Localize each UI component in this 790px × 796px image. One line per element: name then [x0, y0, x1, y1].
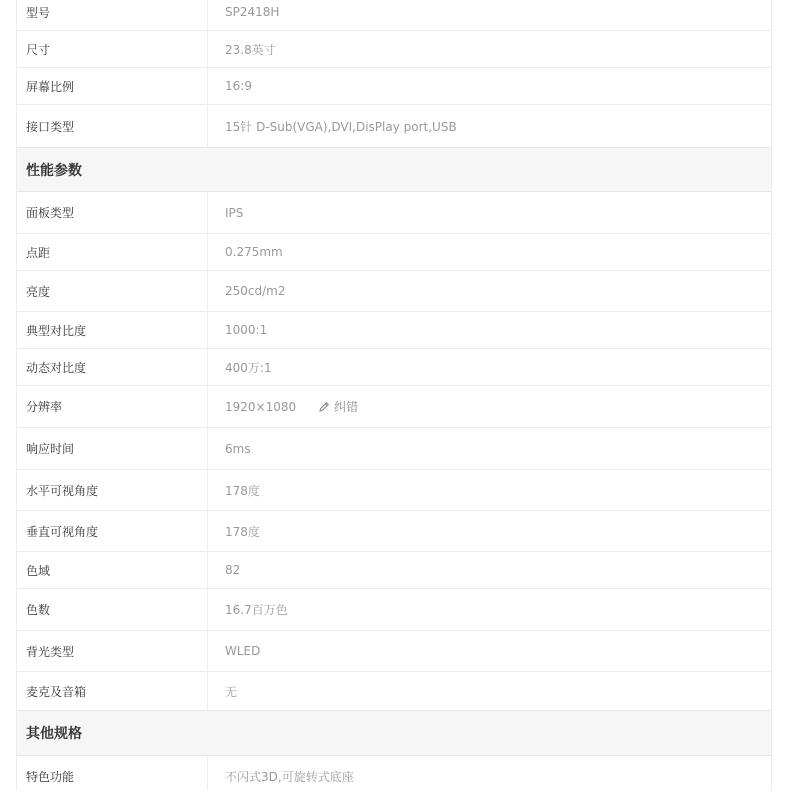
spec-row-features — [17, 756, 771, 796]
spec-row-horizontal-angle — [17, 470, 771, 511]
spec-row-dot-pitch — [17, 234, 771, 271]
spec-value: IPS — [225, 205, 244, 220]
spec-label: 特色功能 — [26, 769, 75, 784]
spec-label: 接口类型 — [26, 119, 75, 134]
spec-label: 麦克及音箱 — [26, 684, 87, 699]
spec-value: 6ms — [225, 441, 251, 456]
spec-value: 16.7百万色 — [225, 603, 288, 617]
spec-value: 不闪式3D,可旋转式底座 — [225, 769, 354, 784]
pencil-icon — [318, 401, 330, 413]
spec-label: 点距 — [26, 245, 51, 260]
spec-row-color-gamut — [17, 552, 771, 589]
spec-row-vertical-angle — [17, 511, 771, 552]
section-header-other — [17, 710, 771, 756]
correct-error-link[interactable] — [318, 398, 358, 415]
spec-label: 响应时间 — [26, 442, 75, 456]
spec-row-panel-type — [17, 192, 771, 234]
spec-value: 250cd/m2 — [225, 284, 286, 298]
spec-row-response-time — [17, 428, 771, 470]
spec-value: 178度 — [225, 483, 260, 498]
section-title: 性能参数 — [26, 162, 82, 179]
spec-value — [207, 398, 358, 415]
spec-row-model — [17, 0, 771, 31]
spec-label: 亮度 — [26, 284, 51, 299]
spec-row-backlight — [17, 631, 771, 672]
spec-row-aspect-ratio — [17, 68, 771, 105]
spec-label: 屏幕比例 — [26, 79, 75, 94]
spec-value: 23.8英寸 — [225, 42, 276, 57]
spec-value: 178度 — [225, 524, 260, 539]
spec-row-dynamic-contrast — [17, 349, 771, 386]
spec-row-speakers — [17, 672, 771, 710]
spec-value: SP2418H — [225, 5, 280, 19]
spec-value: 400万:1 — [225, 360, 272, 375]
spec-row-typical-contrast — [17, 312, 771, 349]
section-title: 其他规格 — [26, 726, 82, 742]
spec-row-brightness — [17, 271, 771, 312]
spec-label: 水平可视角度 — [26, 483, 99, 498]
section-header-performance — [17, 147, 771, 192]
spec-label: 背光类型 — [26, 644, 75, 659]
spec-label: 动态对比度 — [26, 360, 87, 375]
spec-value: 82 — [225, 563, 241, 577]
spec-row-resolution — [17, 386, 771, 428]
spec-value: WLED — [225, 644, 261, 658]
correct-error-label: 纠错 — [334, 400, 359, 414]
spec-label: 色数 — [26, 603, 51, 617]
spec-row-color-count — [17, 589, 771, 631]
spec-label: 尺寸 — [26, 42, 51, 57]
spec-label: 典型对比度 — [26, 323, 87, 338]
spec-value: 16:9 — [225, 79, 252, 93]
spec-value: 无 — [225, 684, 238, 699]
spec-value-text: 1920×1080 — [225, 399, 297, 414]
spec-label: 垂直可视角度 — [26, 524, 99, 539]
spec-row-interface — [17, 105, 771, 147]
spec-label: 分辨率 — [26, 400, 63, 414]
spec-value: 15针 D-Sub(VGA),DVI,DisPlay port,USB — [225, 119, 457, 134]
spec-label: 色域 — [26, 563, 51, 578]
spec-label: 型号 — [26, 5, 51, 20]
spec-value: 0.275mm — [225, 245, 283, 259]
spec-label: 面板类型 — [26, 206, 75, 220]
spec-row-size — [17, 31, 771, 68]
spec-value: 1000:1 — [225, 323, 268, 337]
